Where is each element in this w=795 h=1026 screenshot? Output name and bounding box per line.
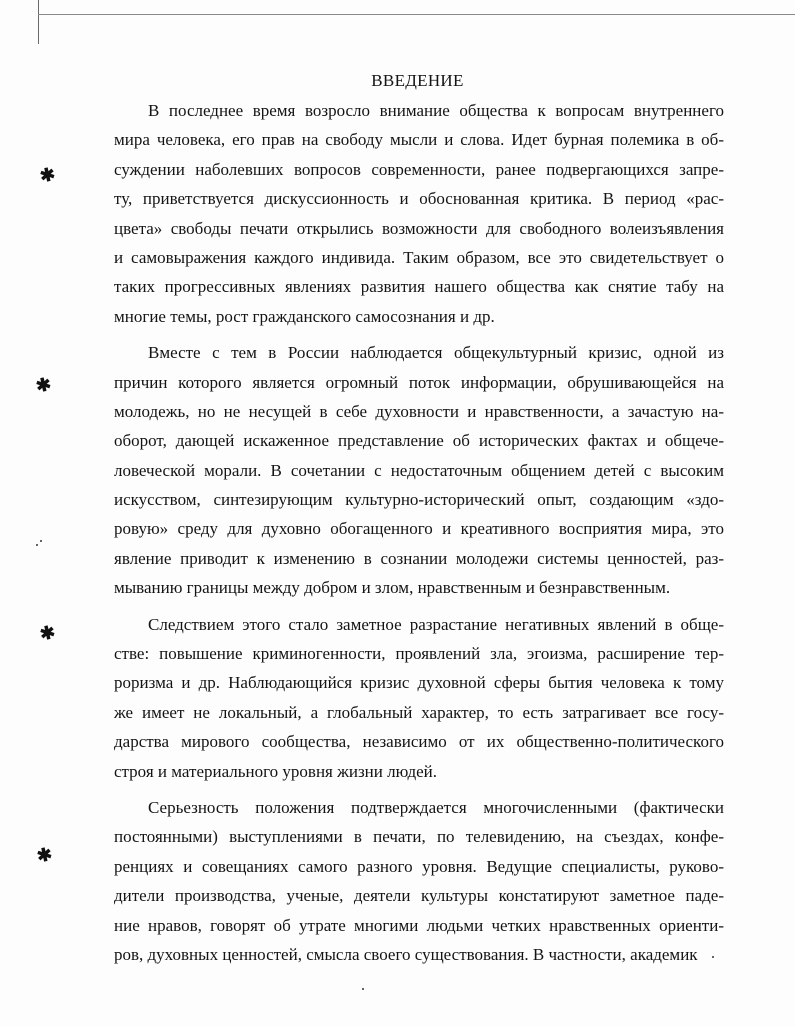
text-line: оборот, дающей искаженное представление об исторических фактах и общече- — [114, 431, 724, 451]
text-line: Следствием этого стало заметное разрастание негативных явлений в обще- — [148, 614, 724, 634]
text-line: многие темы, рост гражданского самосознания и др. — [114, 306, 495, 326]
text-line: Вместе с тем в России наблюдается общекультурный кризис, одной из — [148, 343, 724, 363]
text-line: молодежь, но не несущей в себе духовности и нравственности, а зачастую на- — [114, 401, 724, 421]
text-line: ровую» среду для духовно обогащенного и креативного восприятия мира, это — [114, 519, 724, 539]
paragraph — [114, 338, 724, 603]
text-line: ту, приветствуется дискуссионность и обоснованная критика. В период «рас- — [114, 189, 724, 209]
text-line: же имеет не локальный, а глобальный характер, то есть затрагивает все госу- — [114, 702, 724, 722]
text-line: искусством, синтезирующим культурно-исторический опыт, создающим «здо- — [114, 490, 724, 510]
text-line: ние нравов, говорят об утрате многими людьми четких нравственных ориенти- — [114, 915, 724, 935]
paragraph — [114, 96, 724, 331]
document-body — [114, 96, 724, 976]
text-line: мира человека, его прав на свободу мысли и слова. Идет бурная полемика в об- — [114, 130, 724, 150]
paragraph — [114, 610, 724, 786]
text-line: Серьезность положения подтверждается многочисленными (фактически — [148, 797, 724, 817]
ink-blot-mark: ✱ — [38, 163, 58, 187]
text-line: ров, духовных ценностей, смысла своего существования. В частности, академик — [114, 944, 698, 964]
document-title: ВВЕДЕНИЕ — [371, 71, 464, 90]
text-line: явление приводит к изменению в сознании молодежи системы ценностей, раз- — [114, 548, 724, 568]
text-line: цвета» свободы печати открылись возможности для свободного волеизъявления — [114, 218, 724, 238]
text-line: и самовыражения каждого индивида. Таким образом, все это свидетельствует о — [114, 247, 724, 267]
text-line: причин которого является огромный поток информации, обрушивающейся на — [114, 372, 724, 392]
scan-frame-top-edge — [38, 14, 795, 15]
scan-speck — [36, 544, 38, 546]
text-line: В последнее время возросло внимание общества к вопросам внутреннего — [148, 101, 724, 120]
text-line: постоянными) выступлениями в печати, по телевидению, на съездах, конфе- — [114, 827, 724, 847]
text-line: роризма и др. Наблюдающийся кризис духовной сферы бытия человека к тому — [114, 673, 724, 693]
text-line: дители производства, ученые, деятели культуры констатируют заметное паде- — [114, 886, 724, 906]
ink-blot-mark: ✱ — [38, 621, 58, 645]
ink-blot-mark: ✱ — [35, 843, 55, 867]
text-line: ренциях и совещаниях самого разного уровня. Ведущие специалисты, руково- — [114, 856, 724, 876]
text-line: дарства мирового сообщества, независимо от их общественно-политического — [114, 732, 724, 752]
scan-speck — [40, 540, 42, 542]
text-line: стве: повышение криминогенности, проявлений зла, эгоизма, расширение тер- — [114, 644, 724, 664]
text-line: таких прогрессивных явлениях развития нашего общества как снятие табу на — [114, 277, 724, 297]
text-line: ловеческой морали. В сочетании с недостаточным общением детей с высоким — [114, 460, 724, 480]
ink-blot-mark: ✱ — [34, 373, 54, 397]
scan-frame-left-edge — [38, 0, 39, 44]
text-line: суждении наболевших вопросов современности, ранее подвергающихся запре- — [114, 159, 724, 179]
scan-speck — [362, 988, 364, 990]
text-line: мыванию границы между добром и злом, нравственным и безнравственным. — [114, 578, 671, 598]
text-line: строя и материального уровня жизни людей. — [114, 761, 437, 781]
scan-speck — [712, 956, 714, 958]
paragraph — [114, 793, 724, 969]
